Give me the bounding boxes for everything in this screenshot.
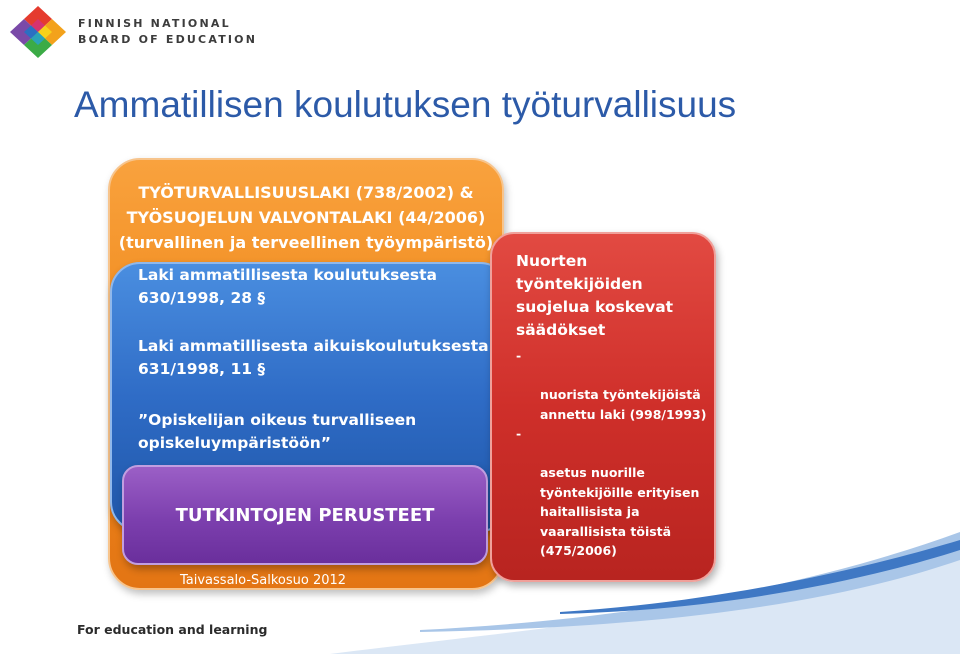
board-logo-icon xyxy=(8,4,68,60)
student-right-quote xyxy=(138,409,416,455)
list-dash: - xyxy=(516,426,522,441)
qualification-requirements-label: TUTKINTOJEN PERUSTEET xyxy=(175,505,435,526)
blue-block2-line1: Laki ammatillisesta aikuiskoulutuksesta xyxy=(138,337,489,355)
orange-line-3: (turvallinen ja terveellinen työympäristö) xyxy=(118,233,494,252)
qualification-requirements-box xyxy=(122,465,488,565)
org-line-1: FINNISH NATIONAL xyxy=(78,17,231,30)
blue-block1-line2: 630/1998, 28 § xyxy=(138,289,266,307)
red-title-line1: Nuorten xyxy=(516,252,588,270)
blue-block3-line1: ”Opiskelijan oikeus turvalliseen xyxy=(138,411,417,429)
young-workers-regulations-box xyxy=(490,232,716,582)
adult-vocational-education-act xyxy=(138,335,489,381)
blue-block1-line1: Laki ammatillisesta koulutuksesta xyxy=(138,266,437,284)
young-workers-title xyxy=(516,250,673,342)
organization-name xyxy=(78,16,257,48)
list-item-text: nuorista työntekijöistä annettu laki (998/1993) xyxy=(540,387,707,422)
org-line-2: BOARD OF EDUCATION xyxy=(78,33,258,46)
red-title-line3: suojelua koskevat xyxy=(516,298,674,316)
regulation-list xyxy=(516,346,706,561)
vocational-education-act xyxy=(138,264,437,310)
orange-line-1: TYÖTURVALLISUUSLAKI (738/2002) & xyxy=(138,183,474,202)
list-item xyxy=(516,346,706,424)
occupational-safety-law-title xyxy=(110,180,502,255)
red-title-line2: työntekijöiden xyxy=(516,275,643,293)
blue-block2-line2: 631/1998, 11 § xyxy=(138,360,266,378)
slide-title: Ammatillisen koulutuksen työturvallisuus xyxy=(74,84,737,125)
blue-block3-line2: opiskeluympäristöön” xyxy=(138,434,331,452)
list-dash: - xyxy=(516,348,522,363)
orange-line-2: TYÖSUOJELUN VALVONTALAKI (44/2006) xyxy=(126,208,486,227)
source-credit: Taivassalo-Salkosuo 2012 xyxy=(180,573,347,588)
list-item-text: asetus nuorille työntekijöille erityisen haitallisista ja vaarallisista töistä (475/2006) xyxy=(540,465,700,558)
red-title-line4: säädökset xyxy=(516,321,606,339)
list-item xyxy=(516,424,706,561)
footer-tagline: For education and learning xyxy=(77,622,268,637)
